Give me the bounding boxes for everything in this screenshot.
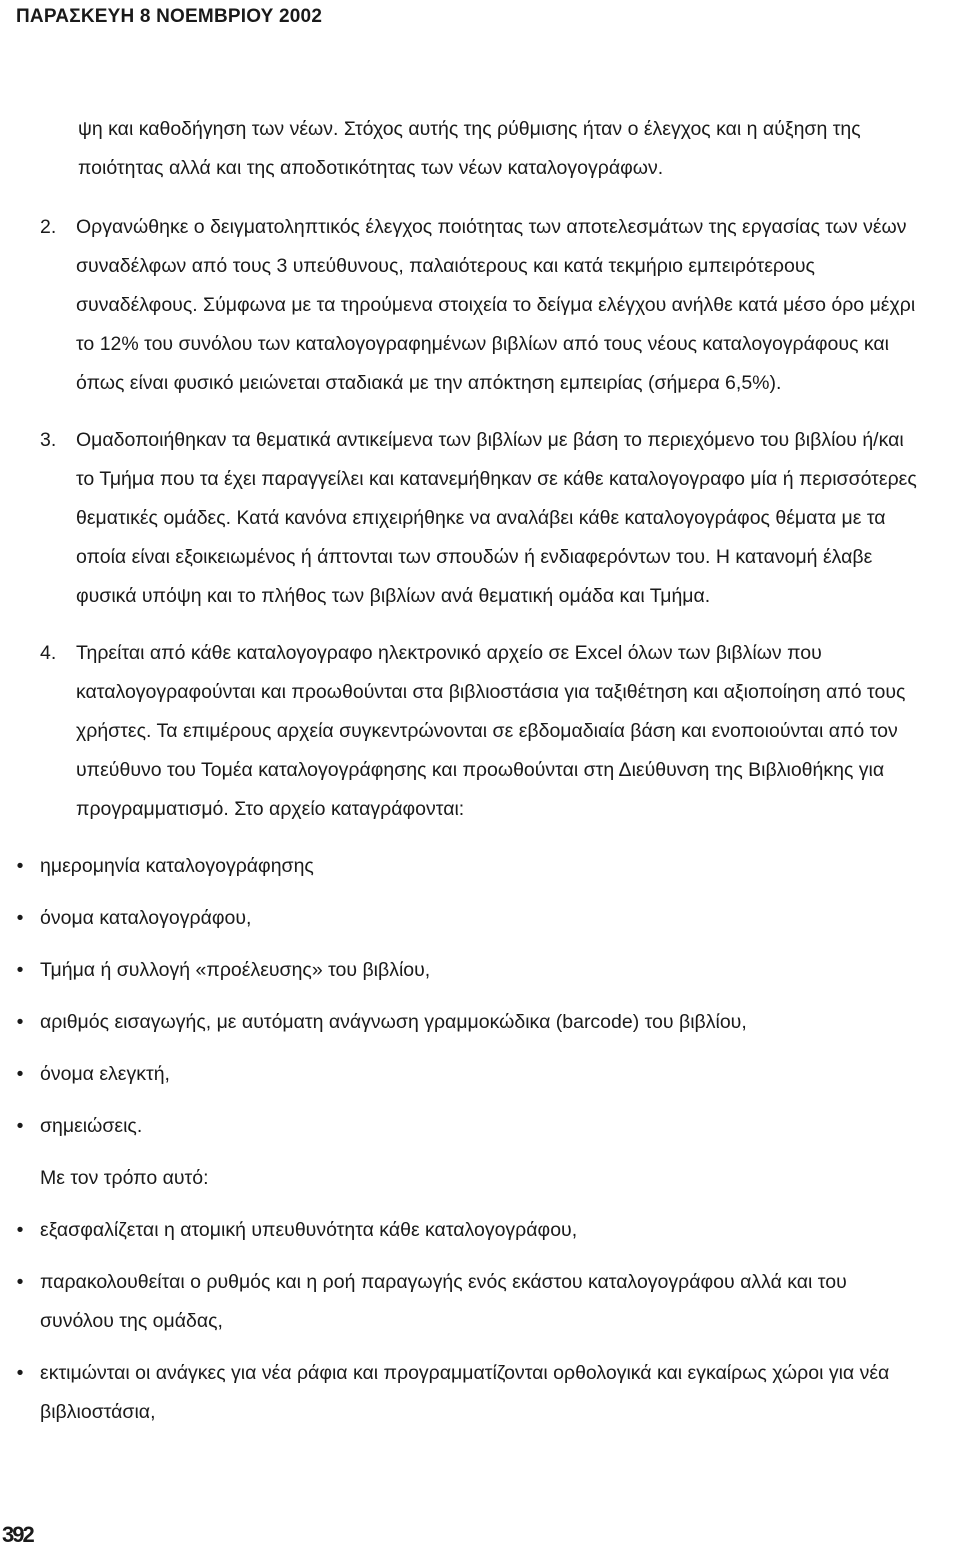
list-item-text: Τμήμα ή συλλογή «προέλευσης» του βιβλίου, [40, 959, 431, 981]
list-item [0, 1263, 960, 1341]
paragraph-text: Οργανώθηκε ο δειγματοληπτικός έλεγχος ποιότητας των αποτελεσμάτων της εργασίας των νέων συναδέλφων από τους 3 υπεύθυνους, παλαιότερους και κατά τεκμήριο εμπειρότερους συναδέλφους. Σύμφωνα με τα τηρούμενα στοιχεία το δείγμα ελέγχου ανήλθε κατά μέσο όρο μέχρι το 12% του συνόλου των καταλογογραφημένων βιβλίων από τους νέους καταλογογράφους και όπως είναι φυσικό μειώνεται σταδιακά με την απόκτηση εμπειρίας (σήμερα 6,5%). [76, 216, 916, 394]
page-number: 392 [2, 1522, 33, 1547]
document-body [0, 110, 960, 1445]
list-item [0, 847, 960, 886]
list-item-text: όνομα καταλογογράφου, [40, 907, 252, 929]
bullet-icon: • [16, 907, 24, 929]
list-item-text: εξασφαλίζεται η ατομική υπευθυνότητα κάθε καταλογογράφου, [40, 1219, 578, 1241]
lead-text: Με τον τρόπο αυτό: [40, 1167, 209, 1189]
list-item-text: σημειώσεις. [40, 1115, 143, 1137]
paragraph-text: Τηρείται από κάθε καταλογογραφο ηλεκτρονικό αρχείο σε Excel όλων των βιβλίων που καταλογογραφούνται και προωθούνται στα βιβλιοστάσια για ταξιθέτηση και αξιοποίηση από τους χρήστες. Τα επιμέρους αρχεία συγκεντρώνονται σε εβδομαδιαία βάση και ενοποιούνται από τον υπεύθυνο του Τομέα καταλογογράφησης και προωθούνται στη Διεύθυνση της Βιβλιοθήκης για προγραμματισμό. Στο αρχείο καταγράφονται: [76, 642, 906, 820]
numbered-paragraph [0, 634, 960, 829]
list-item-text: αριθμός εισαγωγής, με αυτόματη ανάγνωση γραμμοκώδικα (barcode) του βιβλίου, [40, 1011, 747, 1033]
paragraph-text: Ομαδοποιήθηκαν τα θεματικά αντικείμενα των βιβλίων με βάση το περιεχόμενο του βιβλίου ή/και το Τμήμα που τα έχει παραγγείλει και κατανεμήθηκαν σε κάθε καταλογογραφο μία ή περισσότερες θεματικές ομάδες. Κατά κανόνα επιχειρήθηκε να αναλάβει κάθε καταλογογράφος θέματα με τα οποία είναι εξοικειωμένος ή άπτονται των σπουδών ή ενδιαφερόντων του. Η κατανομή έλαβε φυσικά υπόψη και το πλήθος των βιβλίων ανά θεματική ομάδα και Τμήμα. [76, 429, 917, 607]
list-item [0, 1211, 960, 1250]
bullet-icon: • [16, 1011, 24, 1033]
bullet-icon: • [16, 1115, 24, 1137]
bullet-list [0, 1211, 960, 1432]
list-item [0, 899, 960, 938]
bullet-list [0, 847, 960, 1146]
bullet-icon: • [16, 1063, 24, 1085]
list-item [0, 1354, 960, 1432]
list-item-text: ημερομηνία καταλογογράφησης [40, 855, 314, 877]
bullet-icon: • [16, 1219, 24, 1241]
list-item-text: εκτιμώνται οι ανάγκες για νέα ράφια και προγραμματίζονται ορθολογικά και εγκαίρως χώροι για νέα βιβλιοστάσια, [40, 1362, 890, 1423]
list-item [0, 1107, 960, 1146]
bullet-icon: • [16, 855, 24, 877]
paragraph-number: 4. [40, 642, 57, 664]
numbered-paragraph [0, 421, 960, 616]
numbered-paragraph [0, 208, 960, 403]
bullet-icon: • [16, 1271, 24, 1293]
paragraph-number: 3. [40, 429, 57, 451]
paragraph-number: 2. [40, 216, 57, 238]
intro-paragraph: ψη και καθοδήγηση των νέων. Στόχος αυτής της ρύθμισης ήταν ο έλεγχος και η αύξηση της ποιότητας αλλά και της αποδοτικότητας των νέων καταλογογράφων. [78, 118, 861, 179]
list-item [0, 951, 960, 990]
list-item-text: όνομα ελεγκτή, [40, 1063, 170, 1085]
list-item [0, 1055, 960, 1094]
bullet-icon: • [16, 959, 24, 981]
page-header: ΠΑΡΑΣΚΕΥΗ 8 ΝΟΕΜΒΡΙΟΥ 2002 [16, 6, 323, 27]
list-item-text: παρακολουθείται ο ρυθμός και η ροή παραγωγής ενός εκάστου καταλογογράφου αλλά και του συνόλου της ομάδας, [40, 1271, 847, 1332]
list-item [0, 1003, 960, 1042]
bullet-icon: • [16, 1362, 24, 1384]
